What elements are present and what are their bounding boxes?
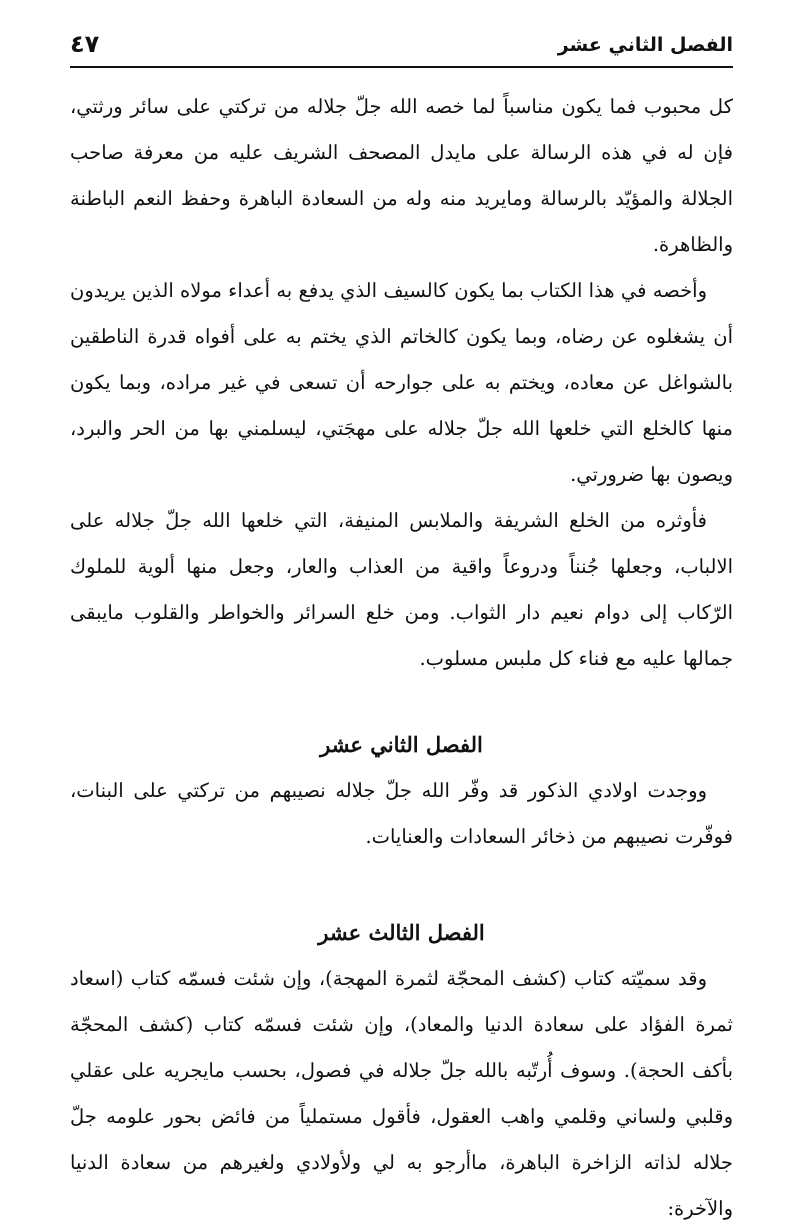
page-number: ٤٧ (70, 30, 100, 58)
paragraph-2: وأخصه في هذا الكتاب بما يكون كالسيف الذي يدفع به أعداء مولاه الذين يريدون أن يشغلوه عن رضاه، وبما يكون كالخاتم الذي يختم به على أفواه قدرة الناطقين بالشواغل عن معاده، ويختم به على جوارحه أن تسعى في غير مراده، وبما يكون منها كالخلع التي خلعها الله جلّ جلاله على مهجَتي، ليسلمني بها من الحر والبرد، ويصون بها ضرورتي. (70, 279, 733, 486)
body-text (70, 84, 733, 1232)
spacer (70, 860, 733, 910)
paragraph-1: كل محبوب فما يكون مناسباً لما خصه الله جلّ جلاله من تركتي على سائر ورثتي، فإن له في هذه الرسالة على مايدل المصحف الشريف عليه من معرفة صاحب الجلالة والمؤيّد بالرسالة ومايريد منه وله من السعادة الباهرة وحفظ النعم الباطنة والظاهرة. (70, 95, 733, 256)
spacer (70, 682, 733, 722)
paragraph-3: فأوثره من الخلع الشريفة والملابس المنيفة، التي خلعها الله جلّ جلاله على الالباب، وجعلها جُنناً ودروعاً واقية من العذاب والعار، وجعل منها ألوية للملوك الرّكاب إلى دوام نعيم دار الثواب. ومن خلع السرائر والخواطر والقلوب مايبقى جمالها عليه مع فناء كل ملبس مسلوب. (70, 509, 733, 670)
section-12-heading: الفصل الثاني عشر (320, 732, 483, 757)
running-title: الفصل الثاني عشر (557, 34, 733, 56)
header-rule (70, 66, 733, 68)
section-12-paragraph: ووجدت اولادي الذكور قد وفّر الله جلّ جلاله نصيبهم من تركتي على البنات، فوفّرت نصيبهم من ذخائر السعادات والعنايات. (70, 779, 733, 848)
running-header (70, 30, 733, 60)
section-13-heading: الفصل الثالث عشر (318, 920, 485, 945)
section-13-paragraph: وقد سميّته كتاب (كشف المحجّة لثمرة المهجة)، وإن شئت فسمّه كتاب (اسعاد ثمرة الفؤاد على سعادة الدنيا والمعاد)، وإن شئت فسمّه كتاب (كشف المحجّة بأكف الحجة). وسوف أُرتّبه بالله جلّ جلاله في فصول، بحسب مايجريه على عقلي وقلبي ولساني وقلمي واهب العقول، فأقول مستملياً من فائض بحور علومه جلّ جلاله لذاته الزاخرة الباهرة، ماأرجو به لي ولأولادي ولغيرهم من سعادة الدنيا والآخرة: (70, 967, 733, 1220)
